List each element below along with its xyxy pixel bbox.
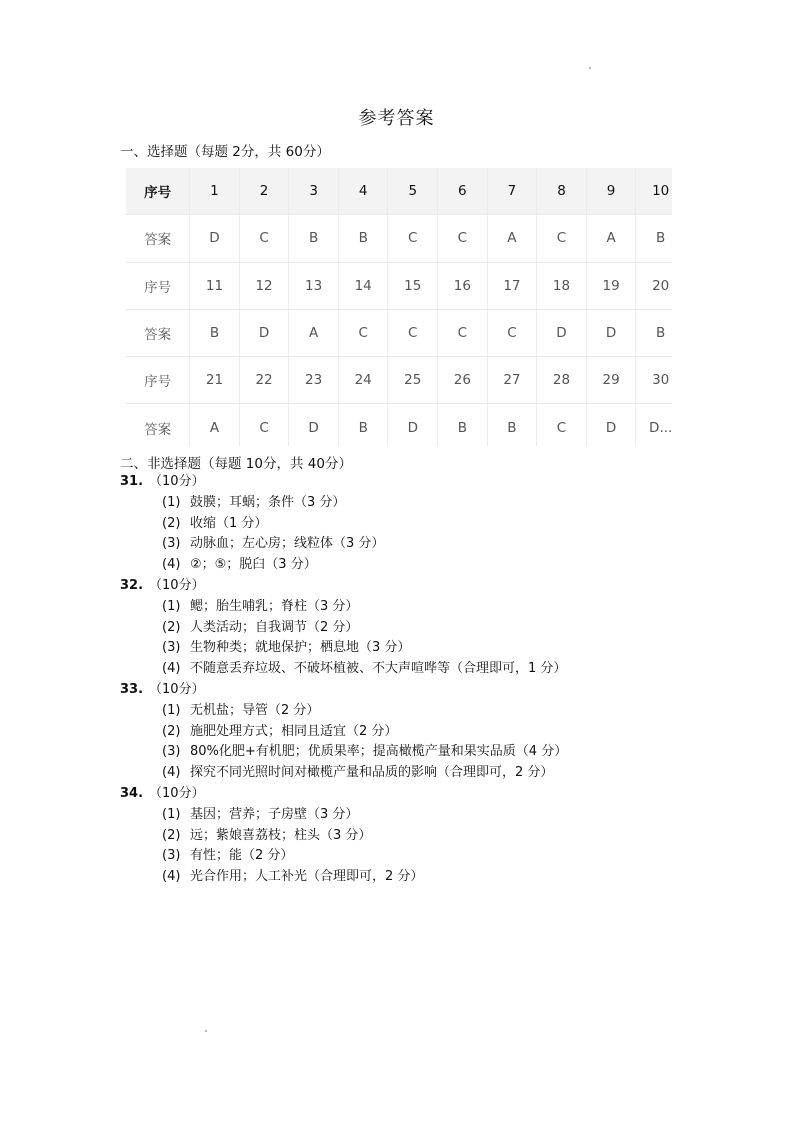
answer-item	[120, 805, 423, 826]
table-row-number	[126, 357, 672, 404]
table-cell: 25	[388, 357, 438, 404]
table-row-label: 序号	[126, 168, 190, 215]
table-cell: 21	[190, 357, 240, 404]
table-cell: 14	[338, 262, 388, 309]
table-cell: D	[388, 404, 438, 446]
answer-item-index: (4)	[162, 765, 181, 781]
table-cell: D	[586, 404, 636, 446]
answer-item-text: 收缩（1 分）	[190, 515, 268, 531]
table-cell: 10	[636, 168, 672, 215]
answer-item	[120, 597, 566, 618]
table-cell: C	[537, 215, 587, 262]
answer-item-index: (2)	[162, 827, 181, 843]
table-cell: 18	[537, 262, 587, 309]
table-row-number	[126, 262, 672, 309]
answer-item-text: 80%化肥+有机肥；优质果率；提高橄榄产量和果实品质（4 分）	[190, 744, 568, 760]
question-block	[120, 680, 567, 784]
table-cell: C	[438, 309, 488, 356]
table-cell: C	[438, 215, 488, 262]
page-title: 参考答案	[358, 108, 435, 129]
question-points: （10分）	[149, 474, 205, 489]
table-cell: B	[190, 309, 240, 356]
table-row-label: 答案	[126, 309, 190, 356]
answer-item-text: 动脉血；左心房；线粒体（3 分）	[190, 536, 385, 552]
section-heading-choice: 一、选择题（每题 2分，共 60分）	[120, 144, 330, 160]
table-cell: C	[537, 404, 587, 446]
answer-item-index: (1)	[162, 598, 181, 614]
table-cell: C	[487, 309, 537, 356]
answer-item-index: (1)	[162, 806, 181, 822]
question-number: 32.	[120, 578, 144, 593]
answer-item-text: 有性；能（2 分）	[190, 848, 294, 864]
table-cell: D	[190, 215, 240, 262]
answer-item-index: (1)	[162, 702, 181, 718]
table-row-label: 序号	[126, 262, 190, 309]
table-cell: 2	[239, 168, 289, 215]
answer-item-index: (3)	[162, 640, 181, 656]
answer-item-text: 远；紫娘喜荔枝；柱头（3 分）	[190, 827, 372, 843]
table-cell: A	[190, 404, 240, 446]
table-cell: D	[289, 404, 339, 446]
table-cell: D	[239, 309, 289, 356]
table-cell: 7	[487, 168, 537, 215]
answer-item	[120, 493, 384, 514]
table-cell: 4	[338, 168, 388, 215]
table-cell: B	[438, 404, 488, 446]
table-cell: A	[487, 215, 537, 262]
answer-item	[120, 659, 566, 680]
table-cell: B	[636, 309, 672, 356]
question-block	[120, 472, 384, 576]
table-cell: 12	[239, 262, 289, 309]
table-cell: 5	[388, 168, 438, 215]
table-cell: C	[239, 404, 289, 446]
question-header	[120, 784, 423, 805]
section-heading-nonchoice: 二、非选择题（每题 10分，共 40分）	[120, 456, 352, 472]
table-cell: 3	[289, 168, 339, 215]
answer-item	[120, 846, 423, 867]
table-cell: B	[338, 215, 388, 262]
question-header	[120, 576, 566, 597]
question-points: （10分）	[149, 578, 205, 593]
answer-item-text: 鳃；胎生哺乳；脊柱（3 分）	[190, 598, 359, 614]
answer-item-text: ②；⑤；脱臼（3 分）	[190, 557, 317, 573]
answer-item-text: 不随意丢弃垃圾、不破坏植被、不大声喧哗等（合理即可，1 分）	[190, 661, 567, 677]
answer-item	[120, 514, 384, 535]
answer-item-text: 生物种类；就地保护；栖息地（3 分）	[190, 640, 411, 656]
answer-item-text: 探究不同光照时间对橄榄产量和品质的影响（合理即可，2 分）	[190, 765, 554, 781]
table-cell: 11	[190, 262, 240, 309]
answer-table-container	[126, 168, 672, 446]
table-cell: 16	[438, 262, 488, 309]
answer-item-index: (4)	[162, 661, 181, 677]
answer-item	[120, 701, 567, 722]
answer-item	[120, 618, 566, 639]
answer-item-index: (2)	[162, 723, 181, 739]
table-cell: 1	[190, 168, 240, 215]
answer-item	[120, 867, 423, 888]
answer-item-index: (3)	[162, 536, 181, 552]
table-cell: 30	[636, 357, 672, 404]
answer-table	[126, 168, 672, 446]
table-cell: A	[289, 309, 339, 356]
table-cell: 20	[636, 262, 672, 309]
answer-item	[120, 742, 567, 763]
answer-item-index: (1)	[162, 494, 181, 510]
table-row-answer	[126, 309, 672, 356]
table-row-answer	[126, 215, 672, 262]
table-cell: 9	[586, 168, 636, 215]
table-cell: 27	[487, 357, 537, 404]
table-cell: C	[338, 309, 388, 356]
question-header	[120, 472, 384, 493]
table-row-label: 答案	[126, 215, 190, 262]
table-cell: B	[338, 404, 388, 446]
table-cell: B	[289, 215, 339, 262]
answer-item-text: 鼓膜；耳蜗；条件（3 分）	[190, 494, 346, 510]
scan-speck	[589, 67, 591, 69]
answer-item-index: (2)	[162, 515, 181, 531]
answer-item	[120, 555, 384, 576]
answer-item-text: 基因；营养；子房壁（3 分）	[190, 806, 359, 822]
answer-item	[120, 638, 566, 659]
table-cell: 22	[239, 357, 289, 404]
answer-item-index: (3)	[162, 848, 181, 864]
question-points: （10分）	[149, 682, 205, 697]
answer-item-text: 无机盐；导管（2 分）	[190, 702, 320, 718]
question-points: （10分）	[149, 786, 205, 801]
question-header	[120, 680, 567, 701]
table-cell: 29	[586, 357, 636, 404]
table-cell: C	[239, 215, 289, 262]
answer-item	[120, 763, 567, 784]
question-number: 34.	[120, 786, 144, 801]
answer-item-text: 人类活动；自我调节（2 分）	[190, 619, 359, 635]
question-block	[120, 784, 423, 888]
table-row-number	[126, 168, 672, 215]
table-cell: B	[487, 404, 537, 446]
table-cell: D...	[636, 404, 672, 446]
table-cell: 8	[537, 168, 587, 215]
table-cell: C	[388, 309, 438, 356]
table-cell: 19	[586, 262, 636, 309]
table-cell: 15	[388, 262, 438, 309]
table-cell: 13	[289, 262, 339, 309]
table-cell: 17	[487, 262, 537, 309]
question-number: 33.	[120, 682, 144, 697]
table-row-answer	[126, 404, 672, 446]
table-cell: C	[388, 215, 438, 262]
scan-speck	[205, 1030, 207, 1032]
question-number: 31.	[120, 474, 144, 489]
table-cell: D	[586, 309, 636, 356]
answer-item-index: (2)	[162, 619, 181, 635]
answer-item-index: (4)	[162, 869, 181, 885]
answer-item-index: (4)	[162, 557, 181, 573]
table-cell: 24	[338, 357, 388, 404]
answer-item	[120, 534, 384, 555]
table-cell: B	[636, 215, 672, 262]
answer-item-text: 施肥处理方式；相同且适宜（2 分）	[190, 723, 398, 739]
answer-item-text: 光合作用；人工补光（合理即可，2 分）	[190, 869, 424, 885]
answer-item-index: (3)	[162, 744, 181, 760]
table-row-label: 答案	[126, 404, 190, 446]
table-cell: 28	[537, 357, 587, 404]
question-block	[120, 576, 566, 680]
table-cell: 6	[438, 168, 488, 215]
table-cell: 26	[438, 357, 488, 404]
answer-item	[120, 722, 567, 743]
table-row-label: 序号	[126, 357, 190, 404]
table-cell: A	[586, 215, 636, 262]
table-cell: 23	[289, 357, 339, 404]
table-cell: D	[537, 309, 587, 356]
answer-item	[120, 826, 423, 847]
